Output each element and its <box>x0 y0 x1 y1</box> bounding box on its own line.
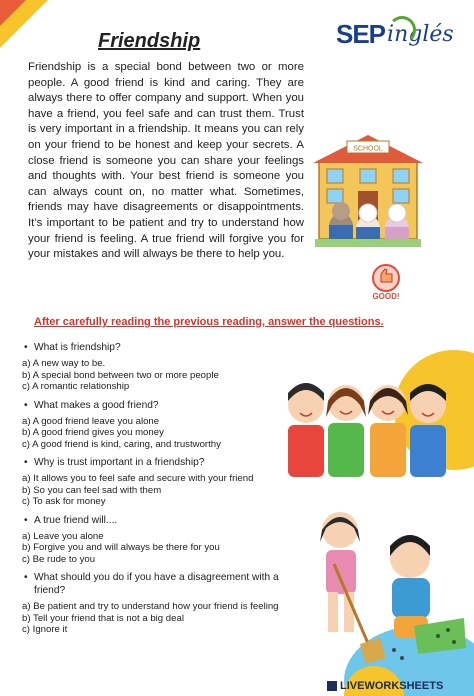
question-text: Why is trust important in a friendship? <box>34 457 205 468</box>
option-a[interactable]: a) Leave you alone <box>22 530 104 542</box>
bullet-icon: • <box>24 399 28 411</box>
question-text: What is friendship? <box>34 342 121 353</box>
page-title: Friendship <box>98 30 201 52</box>
question-2 <box>22 399 302 451</box>
option-c[interactable]: c) To ask for money <box>22 496 106 507</box>
question-4 <box>22 514 302 566</box>
question-text: What should you do if you have a disagreement with a friend? <box>34 572 279 596</box>
school-sign-text: SCHOOL <box>353 145 383 153</box>
school-illustration <box>313 127 423 259</box>
sep-ingles-logo <box>336 14 468 54</box>
option-a[interactable]: a) A new way to be. <box>22 358 106 369</box>
option-b[interactable]: b) Tell your friend that is not a big deal <box>22 612 184 624</box>
bullet-icon: • <box>24 572 28 583</box>
option-a[interactable]: a) It allows you to feel safe and secure with your friend <box>22 473 254 484</box>
friends-group-illustration <box>282 365 454 477</box>
liveworksheets-logo-icon <box>327 681 337 691</box>
bullet-icon: • <box>24 457 28 468</box>
question-text: A true friend will.... <box>34 514 118 526</box>
option-c[interactable]: c) A good friend is kind, caring, and trustworthy <box>22 438 221 450</box>
question-5 <box>22 571 302 636</box>
logo-swoosh-icon <box>388 16 416 44</box>
watermark-text: LIVEWORKSHEETS <box>340 680 444 692</box>
bullet-icon: • <box>24 514 28 526</box>
question-1 <box>22 341 302 393</box>
questions-list <box>22 335 302 636</box>
option-a[interactable]: a) Be patient and try to understand how your friend is feeling <box>22 601 279 612</box>
option-c[interactable]: c) Ignore it <box>22 624 68 635</box>
liveworksheets-watermark <box>327 680 443 692</box>
instruction-text: After carefully reading the previous reading, answer the questions. <box>34 316 384 328</box>
bullet-icon: • <box>24 342 28 353</box>
reading-passage: Friendship is a special bond between two or more people. A good friend is kind and caring. They are always there to offer company and support. When you have a friend, you feel safe and can trust them. Trust is very important in a friendship. It means you can rely on your friend to be honest and keep your secrets. A close friend is someone you can share your feelings and thoughts with. Your best friend is someone you can always count on, no matter what. Sometimes, friends may have disagreements or disappointments. It’s important to be patient and try to understand how your friend is feeling. A true friend will forgive you for your mistakes and will always be there to help you. <box>28 61 304 261</box>
question-3 <box>22 456 302 508</box>
logo-brand: SEP <box>336 18 386 49</box>
kids-sweeping-illustration <box>314 498 468 668</box>
option-c[interactable]: c) Be rude to you <box>22 553 96 565</box>
good-badge-icon <box>366 262 406 302</box>
logo-suffix: inglés <box>387 21 454 47</box>
good-label: GOOD! <box>372 292 400 301</box>
option-c[interactable]: c) A romantic relationship <box>22 381 130 392</box>
option-a[interactable]: a) A good friend leave you alone <box>22 415 160 427</box>
option-b[interactable]: b) A good friend gives you money <box>22 427 164 438</box>
option-b[interactable]: b) Forgive you and will always be there for you <box>22 542 220 553</box>
option-b[interactable]: b) A special bond between two or more people <box>22 369 219 381</box>
decor-corner-orange <box>0 0 26 26</box>
question-text: What makes a good friend? <box>34 399 159 411</box>
option-b[interactable]: b) So you can feel sad with them <box>22 484 162 496</box>
